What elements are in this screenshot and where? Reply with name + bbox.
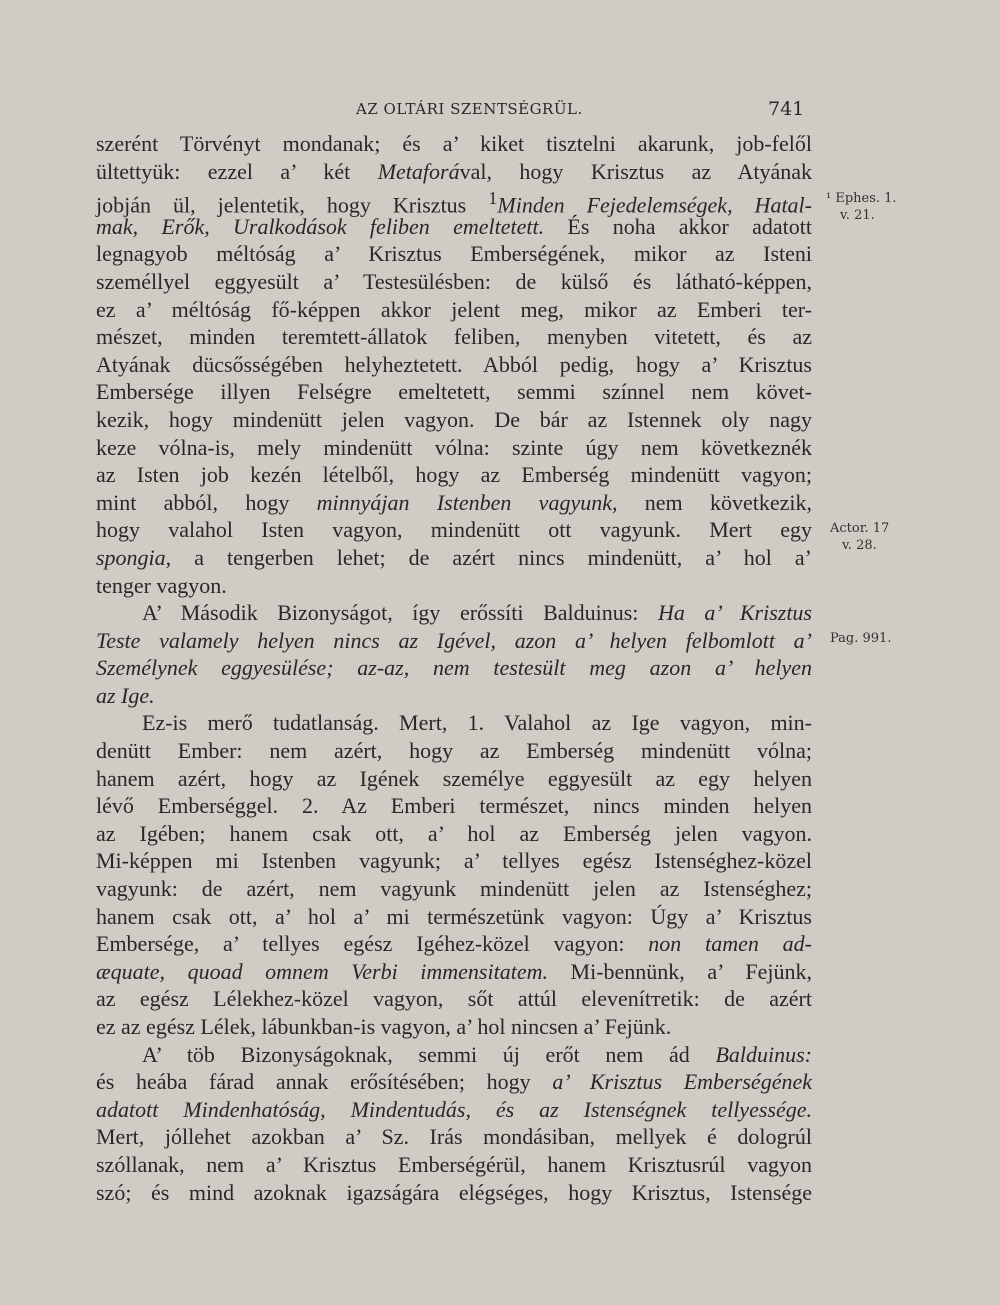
text-line: keze vólna-is, mely mindenütt vólna: szinte úgy nem következnék	[96, 434, 812, 460]
text-line: az Igében; hanem csak ott, a’ hol az Emberség jelen vagyon.	[96, 820, 812, 846]
text-line: ez az egész Lélek, lábunkban-is vagyon, a’ hol nincsen a’ Fejünk.	[96, 1014, 672, 1039]
text-line: hogy valahol Isten vagyon, mindenütt ott vagyunk. Mert egy	[96, 517, 812, 543]
text-line: ez a’ méltóság fő-képpen akkor jelent meg, mikor az Emberi ter-	[96, 296, 812, 322]
margin-note-line: v. 28.	[842, 538, 877, 553]
margin-note-pag	[830, 630, 891, 647]
text-line: az Isten job kezén lételből, hogy az Emberség mindenütt vagyon;	[96, 462, 812, 488]
text-line: Embersége, a’ tellyes egész Igéhez-közel vagyon: non tamen ad-	[96, 931, 812, 957]
text-line: mak, Erők, Uralkodások feliben emeltetett. És noha akkor adatott	[96, 213, 812, 239]
text-line: vagyunk: de azért, nem vagyunk mindenütt jelen az Istenséghez;	[96, 876, 812, 902]
text-line: legnagyob méltóság a’ Krisztus Emberségének, mikor az Isteni	[96, 241, 812, 267]
margin-note-actor	[830, 520, 889, 554]
page-number: 741	[768, 98, 805, 120]
text-line: szerént Törvényt mondanak; és a’ kiket tisztelni akarunk, job-felől	[96, 131, 812, 156]
margin-note-ephes	[826, 190, 897, 224]
text-line: az egész Lélekhez-közel vagyon, sőt attúl elevenítтetik: de azért	[96, 986, 812, 1012]
text-line: Mi-képpen mi Istenben vagyunk; a’ tellyes egész Istenséghez-közel	[96, 848, 812, 874]
text-line: hanem csak ott, a’ hol a’ mi természetünk vagyon: Úgy a’ Krisztus	[96, 903, 812, 929]
text-line: Mert, jóllehet azokban a’ Sz. Irás mondásiban, mellyek é dologrúl	[96, 1124, 812, 1150]
margin-note-line: Actor. 17	[830, 521, 890, 536]
text-line: személlyel eggyesült a’ Testesülésben: de külső és látható-képpen,	[96, 268, 812, 294]
text-line: mint abból, hogy minnyájan Istenben vagyunk, nem következik,	[96, 489, 813, 515]
text-line: és heába fárad annak erősítésében; hogy a’ Krisztus Emberségének	[96, 1069, 812, 1095]
margin-note-line: v. 21.	[840, 208, 875, 223]
text-line: az Ige.	[96, 682, 155, 708]
text-line: Embersége illyen Felségre emeltetett, semmi színnel nem követ-	[96, 379, 812, 405]
running-head: AZ OLTÁRI SZENTSÉGRÜL.	[356, 100, 583, 118]
body-text	[96, 130, 812, 1206]
text-line: A’ Második Bizonyságot, így erőssíti Balduinus: Ha a’ Krisztus	[142, 600, 812, 626]
text-line: Atyának dücsősségében helyheztetett. Abból pedig, hogy a’ Krisztus	[96, 351, 812, 377]
text-line: tenger vagyon.	[96, 572, 227, 598]
text-line: szóllanak, nem a’ Krisztus Emberségérül, hanem Krisztusrúl vagyon	[96, 1151, 812, 1177]
text-line: ültettyük: ezzel a’ két Metaforával, hogy Krisztus az Atyának	[96, 158, 812, 184]
text-line: mészet, minden teremtett-állatok feliben, menyben vitetett, és az	[96, 324, 812, 350]
text-line: adatott Mindenhatóság, Mindentudás, és az Istenségnek tellyessége.	[96, 1096, 812, 1122]
text-line: æquate, quoad omnem Verbi immensitatem. Mi-bennünk, a’ Fejünk,	[96, 958, 813, 984]
margin-note-line: ¹ Ephes. 1.	[826, 191, 897, 206]
text-line: Ez-is merő tudatlanság. Mert, 1. Valahol az Ige vagyon, min-	[142, 710, 812, 736]
text-line: spongia, a tengerben lehet; de azért nincs mindenütt, a’ hol a’	[96, 544, 812, 570]
text-line: jobján ül, jelentetik, hogy Krisztus $^1$Minden Fejedelemségek, Hatal-	[96, 188, 812, 218]
text-line: kezik, hogy mindenütt jelen vagyon. De bár az Istennek oly nagy	[96, 406, 812, 432]
text-line: szó; és mind azoknak igazságára elégséges, hogy Krisztus, Istensége	[96, 1179, 812, 1205]
text-line: lévő Emberséggel. 2. Az Emberi természet, nincs minden helyen	[96, 793, 812, 819]
text-line: Teste valamely helyen nincs az Igével, azon a’ helyen felbomlott a’	[96, 627, 812, 653]
text-line: denütt Ember: nem azért, hogy az Emberség mindenütt vólna;	[96, 738, 812, 764]
text-line: hanem azért, hogy az Igének személye eggyesült az egy helyen	[96, 765, 812, 791]
margin-note-line: Pag. 991.	[830, 631, 892, 646]
text-line: A’ töb Bizonyságoknak, semmi új erőt nem ád Balduinus:	[142, 1041, 812, 1067]
text-line: Személynek eggyesülése; az-az, nem testesült meg azon a’ helyen	[96, 655, 812, 681]
